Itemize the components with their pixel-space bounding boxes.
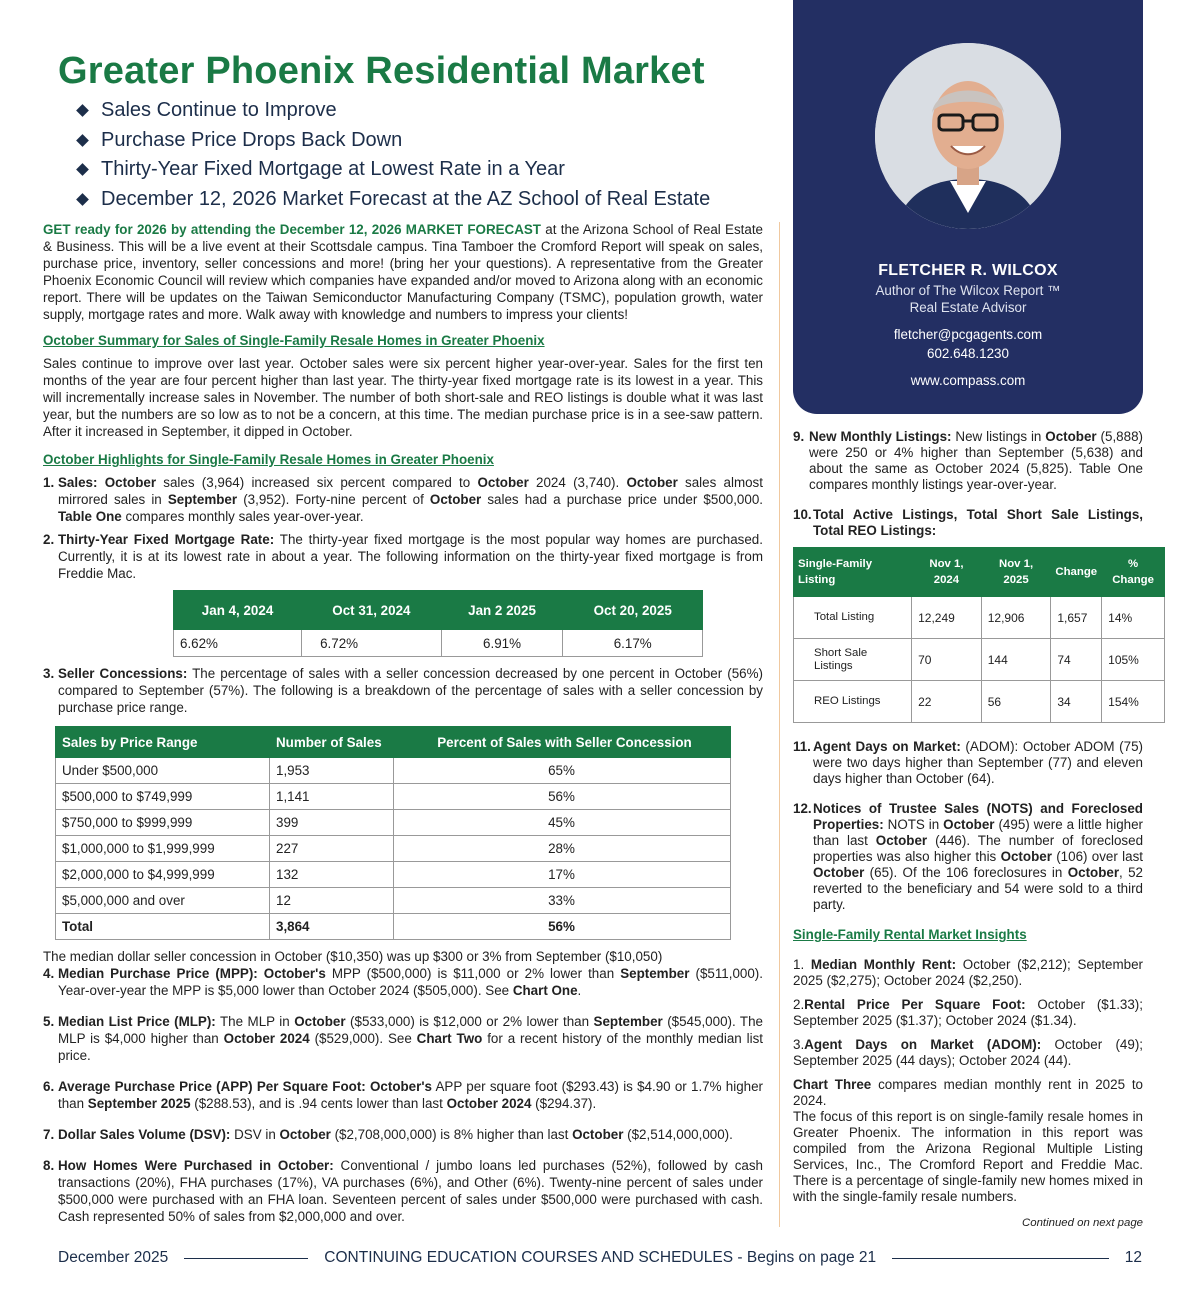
listings-table: [793, 547, 1165, 723]
item-text: Median Purchase Price (MPP): October's MPP ($500,000) is $11,000 or 2% lower than September ($511,000). Year-over-year the MPP is $5,000 lower than October 2024 ($505,000). See Chart One.: [58, 966, 763, 998]
item-text: Total Active Listings, Total Short Sale Listings, Total REO Listings:: [813, 507, 1143, 538]
item-number: 8.: [43, 1158, 55, 1173]
table-cell: Under $500,000: [56, 758, 270, 784]
table-row: [56, 888, 731, 914]
highlight-item-app: [43, 1078, 763, 1112]
table-cell: 56%: [394, 914, 731, 940]
highlight-item-mortgage: [43, 531, 763, 582]
item-number: 3.: [43, 666, 55, 681]
chart-three-note: Chart Three compares median monthly rent in 2025 to 2024.: [793, 1077, 1143, 1108]
table-header: Oct 20, 2025: [563, 591, 703, 630]
table-row: [794, 681, 1165, 723]
median-concession-note: The median dollar seller concession in October ($10,350) was up $300 or 3% from September ($10,050): [43, 949, 663, 964]
author-website-link[interactable]: www.compass.com: [910, 373, 1026, 388]
table-header: % Change: [1102, 548, 1165, 597]
table-header: Nov 1, 2025: [981, 548, 1051, 597]
table-cell: Total Listing: [794, 597, 912, 639]
table-cell: 56: [981, 681, 1051, 723]
table-header: Single-Family Listing: [794, 548, 912, 597]
author-photo: [875, 43, 1061, 229]
bullet-text: Purchase Price Drops Back Down: [101, 128, 403, 151]
table-cell: 33%: [394, 888, 731, 914]
table-header: Number of Sales: [270, 727, 394, 758]
table-cell: $2,000,000 to $4,999,999: [56, 862, 270, 888]
item-text: Agent Days on Market: (ADOM): October ADOM (75) were two days higher than September (77) and eleven days higher than October (64).: [813, 739, 1143, 786]
table-cell: REO Listings: [794, 681, 912, 723]
diamond-bullet-icon: [76, 163, 89, 176]
table-row: [56, 810, 731, 836]
highlight-item-concessions: [43, 665, 763, 716]
page-title: Greater Phoenix Residential Market: [58, 50, 705, 92]
right-column: [793, 429, 1154, 1231]
table-cell: 6.62%: [174, 630, 302, 657]
highlights-heading[interactable]: October Highlights for Single-Family Resale Homes in Greater Phoenix: [43, 452, 494, 467]
item-number: 7.: [43, 1127, 55, 1142]
author-email-link[interactable]: fletcher@pcgagents.com: [893, 327, 1043, 342]
item-number: 9.: [793, 429, 805, 444]
item-text: Notices of Trustee Sales (NOTS) and Foreclosed Properties: NOTS in October (495) were a little higher than last October (446). The number of foreclosed properties was also higher this October (106) over last October (65). Of the 106 foreclosures in October, 52 reverted to the beneficiary and 54 were sold to a third party.: [813, 801, 1144, 912]
item-text: New Monthly Listings: New listings in October (5,888) were 250 or 4% higher than September (5,638) and about the same as October 2024 (5,825). Table One compares monthly listings year-over-year.: [809, 429, 1143, 492]
diamond-bullet-icon: [76, 134, 89, 147]
summary-heading[interactable]: October Summary for Sales of Single-Family Resale Homes in Greater Phoenix: [43, 333, 545, 348]
table-cell: 154%: [1102, 681, 1165, 723]
author-name: FLETCHER R. WILCOX: [878, 262, 1058, 279]
seller-concession-table: [55, 726, 731, 940]
column-divider: [779, 222, 780, 1227]
highlight-item-sales: [43, 474, 763, 525]
author-card: [793, 0, 1143, 414]
item-text: Dollar Sales Volume (DSV): DSV in October ($2,708,000,000) is 8% higher than last October ($2,514,000,000).: [58, 1127, 733, 1142]
table-cell: 132: [270, 862, 394, 888]
table-cell: 6.17%: [563, 630, 703, 657]
table-cell: $5,000,000 and over: [56, 888, 270, 914]
table-cell: 6.91%: [441, 630, 563, 657]
item-number: 11.: [793, 739, 811, 754]
table-cell: 70: [912, 639, 982, 681]
item-number: 12.: [793, 801, 812, 816]
bullet-item: [78, 185, 710, 215]
table-header: Jan 4, 2024: [174, 591, 302, 630]
bullet-item: [78, 96, 710, 126]
author-phone[interactable]: 602.648.1230: [927, 346, 1009, 361]
table-cell: 3,864: [270, 914, 394, 940]
author-portrait-icon: [875, 43, 1061, 229]
table-cell: 144: [981, 639, 1051, 681]
bullet-text: Thirty-Year Fixed Mortgage at Lowest Rate in a Year: [101, 158, 565, 181]
table-cell: 12,249: [912, 597, 982, 639]
table-header: Change: [1051, 548, 1102, 597]
table-row: [56, 836, 731, 862]
rental-item: 2.Rental Price Per Square Foot: October ($1.33); September 2025 ($1.37); October 2024 ($1.34).: [793, 997, 1143, 1028]
table-cell: Total: [56, 914, 270, 940]
focus-paragraph: The focus of this report is on single-family resale homes in Greater Phoenix. The information in this report was compiled from the Arizona Regional Multiple Listing Services, Inc., The Cromford Report and Freddie Mac. There is a percentage of single-family new homes mixed in with the single-family resale numbers.: [793, 1109, 1143, 1204]
table-cell: 14%: [1102, 597, 1165, 639]
continued-note: Continued on next page: [1022, 1217, 1143, 1229]
item-text: Thirty-Year Fixed Mortgage Rate: The thirty-year fixed mortgage is the most popular way homes are purchased. Currently, it is at its lowest rate in about a year. The following information on the thirty-year fixed mortgage is from Freddie Mac.: [58, 532, 763, 581]
table-header: Jan 2 2025: [441, 591, 563, 630]
table-cell: 12,906: [981, 597, 1051, 639]
item-number: 2.: [43, 532, 55, 547]
table-cell: $750,000 to $999,999: [56, 810, 270, 836]
table-cell: 65%: [394, 758, 731, 784]
table-cell: 28%: [394, 836, 731, 862]
item-text: Average Purchase Price (APP) Per Square Foot: October's APP per square foot ($293.43) is $4.90 or 1.7% higher than September 2025 ($288.53), and is .94 cents lower than last October 2024 ($294.37).: [58, 1079, 763, 1111]
intro-body: at the Arizona School of Real Estate & Business. This will be a live event at their Scottsdale campus. Tina Tamboer the Cromford Report will speak on sales, purchase price, inventory, seller concessions and more! (bring her your questions). A representative from the Greater Phoenix Economic Council will review which companies have expanded and/or moved to Arizona along with an economic report. There will be updates on the Taiwan Semiconductor Manufacturing Company (TSMC), population growth, water supply, mortgage rates and more. Walk away with knowledge and numbers to impress your clients!: [43, 222, 763, 322]
intro-lead: GET ready for 2026 by attending the December 12, 2026 MARKET FORECAST: [43, 222, 541, 237]
highlight-item-nots: [793, 801, 1143, 913]
table-cell: 74: [1051, 639, 1102, 681]
highlight-item-purchase-types: [43, 1157, 763, 1225]
table-row: [174, 630, 703, 657]
table-row: [794, 639, 1165, 681]
bullet-text: December 12, 2026 Market Forecast at the AZ School of Real Estate: [101, 187, 711, 210]
item-number: 10.: [793, 507, 812, 522]
item-number: 4.: [43, 966, 55, 981]
highlight-item-new-listings: [793, 429, 1143, 493]
table-cell: 105%: [1102, 639, 1165, 681]
table-cell: $1,000,000 to $1,999,999: [56, 836, 270, 862]
item-text: Seller Concessions: The percentage of sales with a seller concession decreased by one percent in October (56%) compared to September (57%). The following is a breakdown of the percentage of sales with a seller concession by purchase price range.: [58, 666, 763, 715]
highlight-item-mlp: [43, 1013, 763, 1064]
table-cell: 1,141: [270, 784, 394, 810]
table-header: Sales by Price Range: [56, 727, 270, 758]
mortgage-rate-table: [173, 590, 703, 657]
bullet-text: Sales Continue to Improve: [101, 99, 337, 122]
highlight-item-dsv: [43, 1126, 763, 1143]
table-cell: 1,657: [1051, 597, 1102, 639]
item-text: How Homes Were Purchased in October: Conventional / jumbo loans led purchases (52%), followed by cash transactions (20%), FHA purchases (17%), VA purchases (6%), and Other (6%). Twenty-nine percent of sales under $500,000 were purchased with an FHA loan. Seventeen percent of sales under $500,000 were purchased with cash. Cash represented 50% of sales from $2,000,000 and over.: [58, 1158, 763, 1224]
intro-paragraph: [43, 221, 763, 323]
highlight-item-adom: [793, 739, 1143, 787]
item-number: 6.: [43, 1079, 55, 1094]
table-cell: 34: [1051, 681, 1102, 723]
page-footer: [58, 1246, 1142, 1270]
item-number: 5.: [43, 1014, 55, 1029]
left-column: [43, 221, 763, 1231]
table-row: [56, 862, 731, 888]
highlight-item-mpp: [43, 965, 763, 999]
footer-courses-link[interactable]: CONTINUING EDUCATION COURSES AND SCHEDULES - Begins on page 21: [324, 1249, 877, 1266]
item-text: Median List Price (MLP): The MLP in October ($533,000) is $12,000 or 2% lower than September ($545,000). The MLP is $4,000 higher than October 2024 ($529,000). See Chart Two for a recent history of the monthly median list price.: [58, 1014, 764, 1063]
diamond-bullet-icon: [76, 193, 89, 206]
rental-heading[interactable]: Single-Family Rental Market Insights: [793, 927, 1027, 942]
table-header: Percent of Sales with Seller Concession: [394, 727, 731, 758]
table-cell: 1,953: [270, 758, 394, 784]
table-cell: Short Sale Listings: [794, 639, 912, 681]
table-cell: 6.72%: [302, 630, 442, 657]
diamond-bullet-icon: [76, 104, 89, 117]
summary-paragraph: Sales continue to improve over last year. October sales were six percent higher year-over-year. Sales for the first ten months of the year are four percent higher than last year. The thirty-year fixed mortgage rate is its lowest in a year. This will incrementally increase sales in November. The number of both short-sale and REO listings is double what it was last year, but the numbers are so low as to not be a concern, at this time. The median purchase price is in a see-saw pattern. After it increased in September, it dipped in October.: [43, 356, 763, 439]
table-cell: 12: [270, 888, 394, 914]
bullet-item: [78, 155, 710, 185]
author-title: Author of The Wilcox Report ™: [875, 283, 1061, 298]
table-cell: 56%: [394, 784, 731, 810]
table-row: [794, 597, 1165, 639]
rental-item: 3.Agent Days on Market (ADOM): October (49); September 2025 (44 days); October 2024 (44).: [793, 1037, 1143, 1068]
table-total-row: [56, 914, 731, 940]
table-cell: 17%: [394, 862, 731, 888]
rental-item: 1. Median Monthly Rent: October ($2,212); September 2025 ($2,275); October 2024 ($2,250).: [793, 957, 1143, 988]
table-row: [56, 784, 731, 810]
table-cell: 22: [912, 681, 982, 723]
table-cell: $500,000 to $749,999: [56, 784, 270, 810]
author-role: Real Estate Advisor: [909, 300, 1027, 315]
footer-date: December 2025: [58, 1249, 169, 1266]
table-header: Oct 31, 2024: [302, 591, 442, 630]
table-header: Nov 1, 2024: [912, 548, 982, 597]
table-cell: 399: [270, 810, 394, 836]
table-cell: 45%: [394, 810, 731, 836]
item-number: 1.: [43, 475, 55, 490]
highlight-item-active-listings: [793, 507, 1143, 539]
table-cell: 227: [270, 836, 394, 862]
table-row: [56, 758, 731, 784]
footer-rule: [892, 1258, 1109, 1259]
headline-bullets: [78, 96, 710, 214]
footer-page-number: 12: [1124, 1249, 1142, 1266]
footer-rule: [184, 1258, 308, 1259]
item-text: Sales: October sales (3,964) increased six percent compared to October 2024 (3,740). October sales almost mirrored sales in September (3,952). Forty-nine percent of October sales had a purchase price under $500,000. Table One compares monthly sales year-over-year.: [58, 475, 763, 524]
bullet-item: [78, 126, 710, 156]
